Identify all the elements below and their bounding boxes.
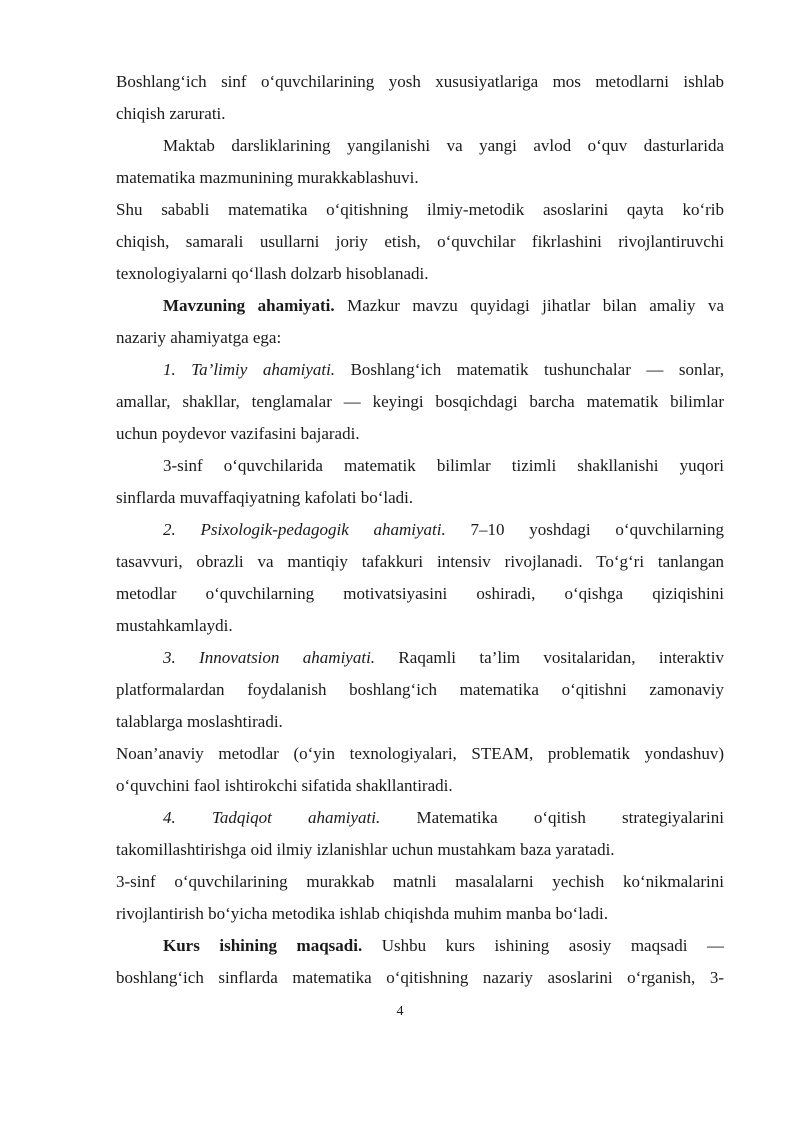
text-line: mustahkamlaydi. [116, 616, 233, 635]
text-segment: Mazkur mavzu quyidagi jihatlar bilan amaliy va [334, 296, 724, 315]
text-segment: Ushbu kurs ishining asosiy maqsadi — [362, 936, 725, 955]
text-line: matematika mazmunining murakkablashuvi. [116, 168, 419, 187]
item-heading-tadqiqot: 4. Tadqiqot ahamiyati. [163, 808, 381, 827]
text-line [116, 802, 724, 834]
text-line: takomillashtirishga oid ilmiy izlanishlar uchun mustahkam baza yaratadi. [116, 840, 615, 859]
text-line: boshlang‘ich sinflarda matematika o‘qitishning nazariy asoslarini o‘rganish, 3- [116, 968, 724, 987]
text-line: sinflarda muvaffaqiyatning kafolati bo‘ladi. [116, 488, 414, 507]
heading-mavzuning-ahamiyati: Mavzuning ahamiyati. [163, 296, 335, 315]
text-line: tasavvuri, obrazli va mantiqiy tafakkuri intensiv rivojlanadi. To‘g‘ri tanlangan [116, 552, 724, 571]
text-line: chiqish zarurati. [116, 104, 226, 123]
text-line: Shu sababli matematika o‘qitishning ilmiy-metodik asoslarini qayta ko‘rib [116, 200, 724, 219]
text-line: metodlar o‘quvchilarning motivatsiyasini oshiradi, o‘qishga qiziqishini [116, 584, 724, 603]
item-heading-innovatsion: 3. Innovatsion ahamiyati. [163, 648, 376, 667]
text-segment: Boshlang‘ich matematik tushunchalar — sonlar, [335, 360, 724, 379]
text-line: o‘quvchini faol ishtirokchi sifatida shakllantiradi. [116, 776, 453, 795]
text-line: rivojlantirish bo‘yicha metodika ishlab chiqishda muhim manba bo‘ladi. [116, 904, 608, 923]
page-number: 4 [396, 1004, 404, 1019]
text-line [116, 354, 724, 386]
text-line: platformalardan foydalanish boshlang‘ich matematika o‘qitishni zamonaviy [116, 680, 724, 699]
text-line: Noan’anaviy metodlar (o‘yin texnologiyalari, STEAM, problematik yondashuv) [116, 744, 724, 763]
text-line: uchun poydevor vazifasini bajaradi. [116, 424, 360, 443]
text-line [116, 642, 724, 674]
item-heading-psixologik: 2. Psixologik-pedagogik ahamiyati. [163, 520, 446, 539]
text-line [116, 290, 724, 322]
text-line [116, 514, 724, 546]
text-segment: Raqamli ta’lim vositalaridan, interaktiv [375, 648, 724, 667]
text-segment: 7–10 yoshdagi o‘quvchilarning [445, 520, 724, 539]
text-segment: Matematika o‘qitish strategiyalarini [380, 808, 724, 827]
text-line: texnologiyalarni qo‘llash dolzarb hisoblanadi. [116, 264, 429, 283]
text-line: Maktab darsliklarining yangilanishi va yangi avlod o‘quv dasturlarida [163, 136, 724, 155]
body-text [116, 66, 724, 994]
text-line: chiqish, samarali usullarni joriy etish, o‘quvchilar fikrlashini rivojlantiruvchi [116, 232, 724, 251]
item-heading-talimiy: 1. Ta’limiy ahamiyati. [163, 360, 336, 379]
text-line: Boshlang‘ich sinf o‘quvchilarining yosh xususiyatlariga mos metodlarni ishlab [116, 72, 724, 91]
text-line: amallar, shakllar, tenglamalar — keyingi bosqichdagi barcha matematik bilimlar [116, 392, 724, 411]
text-line: 3-sinf o‘quvchilarining murakkab matnli masalalarni yechish ko‘nikmalarini [116, 872, 724, 891]
text-line [116, 930, 724, 962]
text-line: talablarga moslashtiradi. [116, 712, 283, 731]
text-line: nazariy ahamiyatga ega: [116, 328, 282, 347]
text-line: 3-sinf o‘quvchilarida matematik bilimlar tizimli shakllanishi yuqori [163, 456, 724, 475]
heading-kurs-ishining-maqsadi: Kurs ishining maqsadi. [163, 936, 363, 955]
